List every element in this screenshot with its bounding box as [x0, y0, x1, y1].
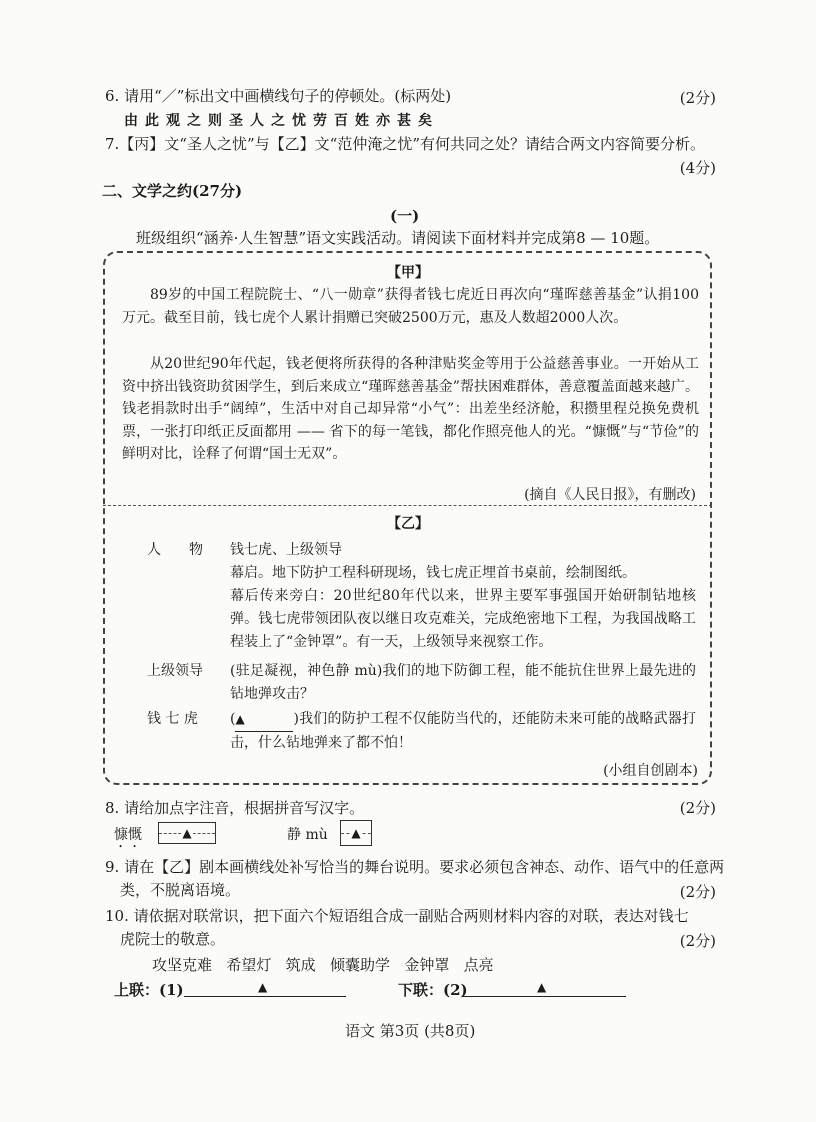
upper-couplet-mark: ▲ — [258, 980, 268, 994]
q8-word2: 静 mù — [287, 827, 328, 843]
q6-text: 6. 请用“／”标出文中画横线句子的停顿处。(标两处) — [105, 87, 452, 105]
stage-direction-blank[interactable]: ▲ — [235, 708, 293, 732]
jia-source: (摘自《人民日报》，有删改) — [524, 487, 696, 503]
section2-title: 二、文学之约(27分) — [102, 182, 243, 200]
q7-text: 7.【丙】文“圣人之忧”与【乙】文“范仲淹之忧”有何共同之处？请结合两文内容简要分析。 — [105, 135, 705, 153]
yi-qian-label: 钱 七 虎 — [147, 711, 198, 727]
q7-score: (4分) — [679, 159, 716, 177]
q8-word1: 慷慨 — [114, 827, 142, 843]
q10-score: (2分) — [679, 932, 716, 950]
yi-source: (小组自创剧本) — [603, 763, 698, 779]
lower-couplet-label: 下联：(2) — [398, 981, 468, 999]
q6-score: (2分) — [679, 89, 716, 107]
jia-label: 【甲】 — [387, 265, 429, 281]
yi-leader-line: (驻足凝视，神色静 mù)我们的地下防御工程，能不能抗住世界上最先进的钻地弹攻击？ — [230, 663, 696, 702]
upper-couplet-blank[interactable] — [184, 996, 346, 997]
yi-scene-2: 幕后传来旁白：20世纪80年代以来，世界主要军事强国开始研制钻地核弹。钱七虎带领团队夜以继日攻克难关，完成绝密地下工程，为我国战略工程装上了“金钟罩”。有一天，上级领导来视察工作。 — [230, 588, 696, 650]
yi-label: 【乙】 — [387, 516, 429, 532]
page-footer: 语文 第3页 (共8页) — [345, 1022, 476, 1040]
lower-couplet-mark: ▲ — [537, 980, 547, 994]
yi-roles-label: 人 物 — [147, 542, 203, 558]
phrase: 金钟罩 — [404, 956, 450, 974]
phrase: 点亮 — [463, 956, 494, 974]
q10-text-2: 虎院士的敬意。 — [120, 930, 226, 948]
leader-pinyin: mù — [354, 663, 377, 679]
q8-score: (2分) — [679, 799, 716, 817]
upper-couplet-label: 上联：(1) — [114, 981, 184, 999]
phrase: 希望灯 — [226, 956, 272, 974]
yi-roles: 钱七虎、上级领导 — [230, 542, 342, 558]
jia-paragraph-1: 89岁的中国工程院院士、“八一勋章”获得者钱七虎近日再次向“瑾晖慈善基金”认捐100万元。截至目前，钱七虎个人累计捐赠已突破2500万元，惠及人数超2000人次。 — [122, 287, 699, 326]
section2-intro: 班级组织“涵养·人生智慧”语文实践活动。请阅读下面材料并完成第8 — 10题。 — [136, 229, 660, 247]
section2-subtitle: (一) — [390, 207, 420, 225]
q6-sentence: 由此观之则圣人之忧劳百姓亦甚矣 — [124, 113, 439, 129]
q10-text-1: 10. 请依据对联常识，把下面六个短语组合成一副贴合两则材料内容的对联，表达对钱七 — [105, 907, 689, 925]
q9-score: (2分) — [679, 883, 716, 901]
jia-paragraph-2: 从20世纪90年代起，钱老便将所获得的各种津贴奖金等用于公益慈善事业。一开始从工资中挤出钱资助贫困学生，到后来成立“瑾晖慈善基金”帮扶困难群体，善意覆盖面越来越广。钱老捐款时出手“阔绰”，生活中对自己却异常“小气”：出差坐经济舱，积攒里程兑换免费机票，一张打印纸正反面都用 —— 省下的每一笔钱，都化作照亮他人的光。“慷慨”与“节俭”的鲜明对比，诠释了何谓“国士无双”。 — [122, 356, 699, 462]
q10-phrases — [152, 954, 494, 975]
yi-scene-1: 幕启。地下防护工程科研现场，钱七虎正埋首书桌前，绘制图纸。 — [230, 565, 636, 581]
phrase: 筑成 — [285, 956, 316, 974]
phrase: 攻坚克难 — [152, 956, 213, 974]
lower-couplet-blank[interactable] — [462, 996, 626, 997]
yi-qian-line: (▲ )我们的防护工程不仅能防当代的，还能防未来可能的战略武器打击，什么钻地弹来了都不怕！ — [230, 708, 696, 755]
q8-hanzi-answer-box[interactable]: ▲ — [340, 820, 372, 846]
q9-text-2: 类，不脱离语境。 — [120, 881, 241, 899]
q9-text-1: 9. 请在【乙】剧本画横线处补写恰当的舞台说明。要求必须包含神态、动作、语气中的任意两 — [105, 858, 725, 876]
yi-leader-label: 上级领导 — [147, 663, 203, 679]
q8-pinyin-answer-box[interactable]: ▲ — [158, 822, 216, 844]
phrase: 倾囊助学 — [329, 956, 390, 974]
q8-text: 8. 请给加点字注音，根据拼音写汉字。 — [105, 799, 365, 817]
material-divider — [103, 505, 712, 506]
